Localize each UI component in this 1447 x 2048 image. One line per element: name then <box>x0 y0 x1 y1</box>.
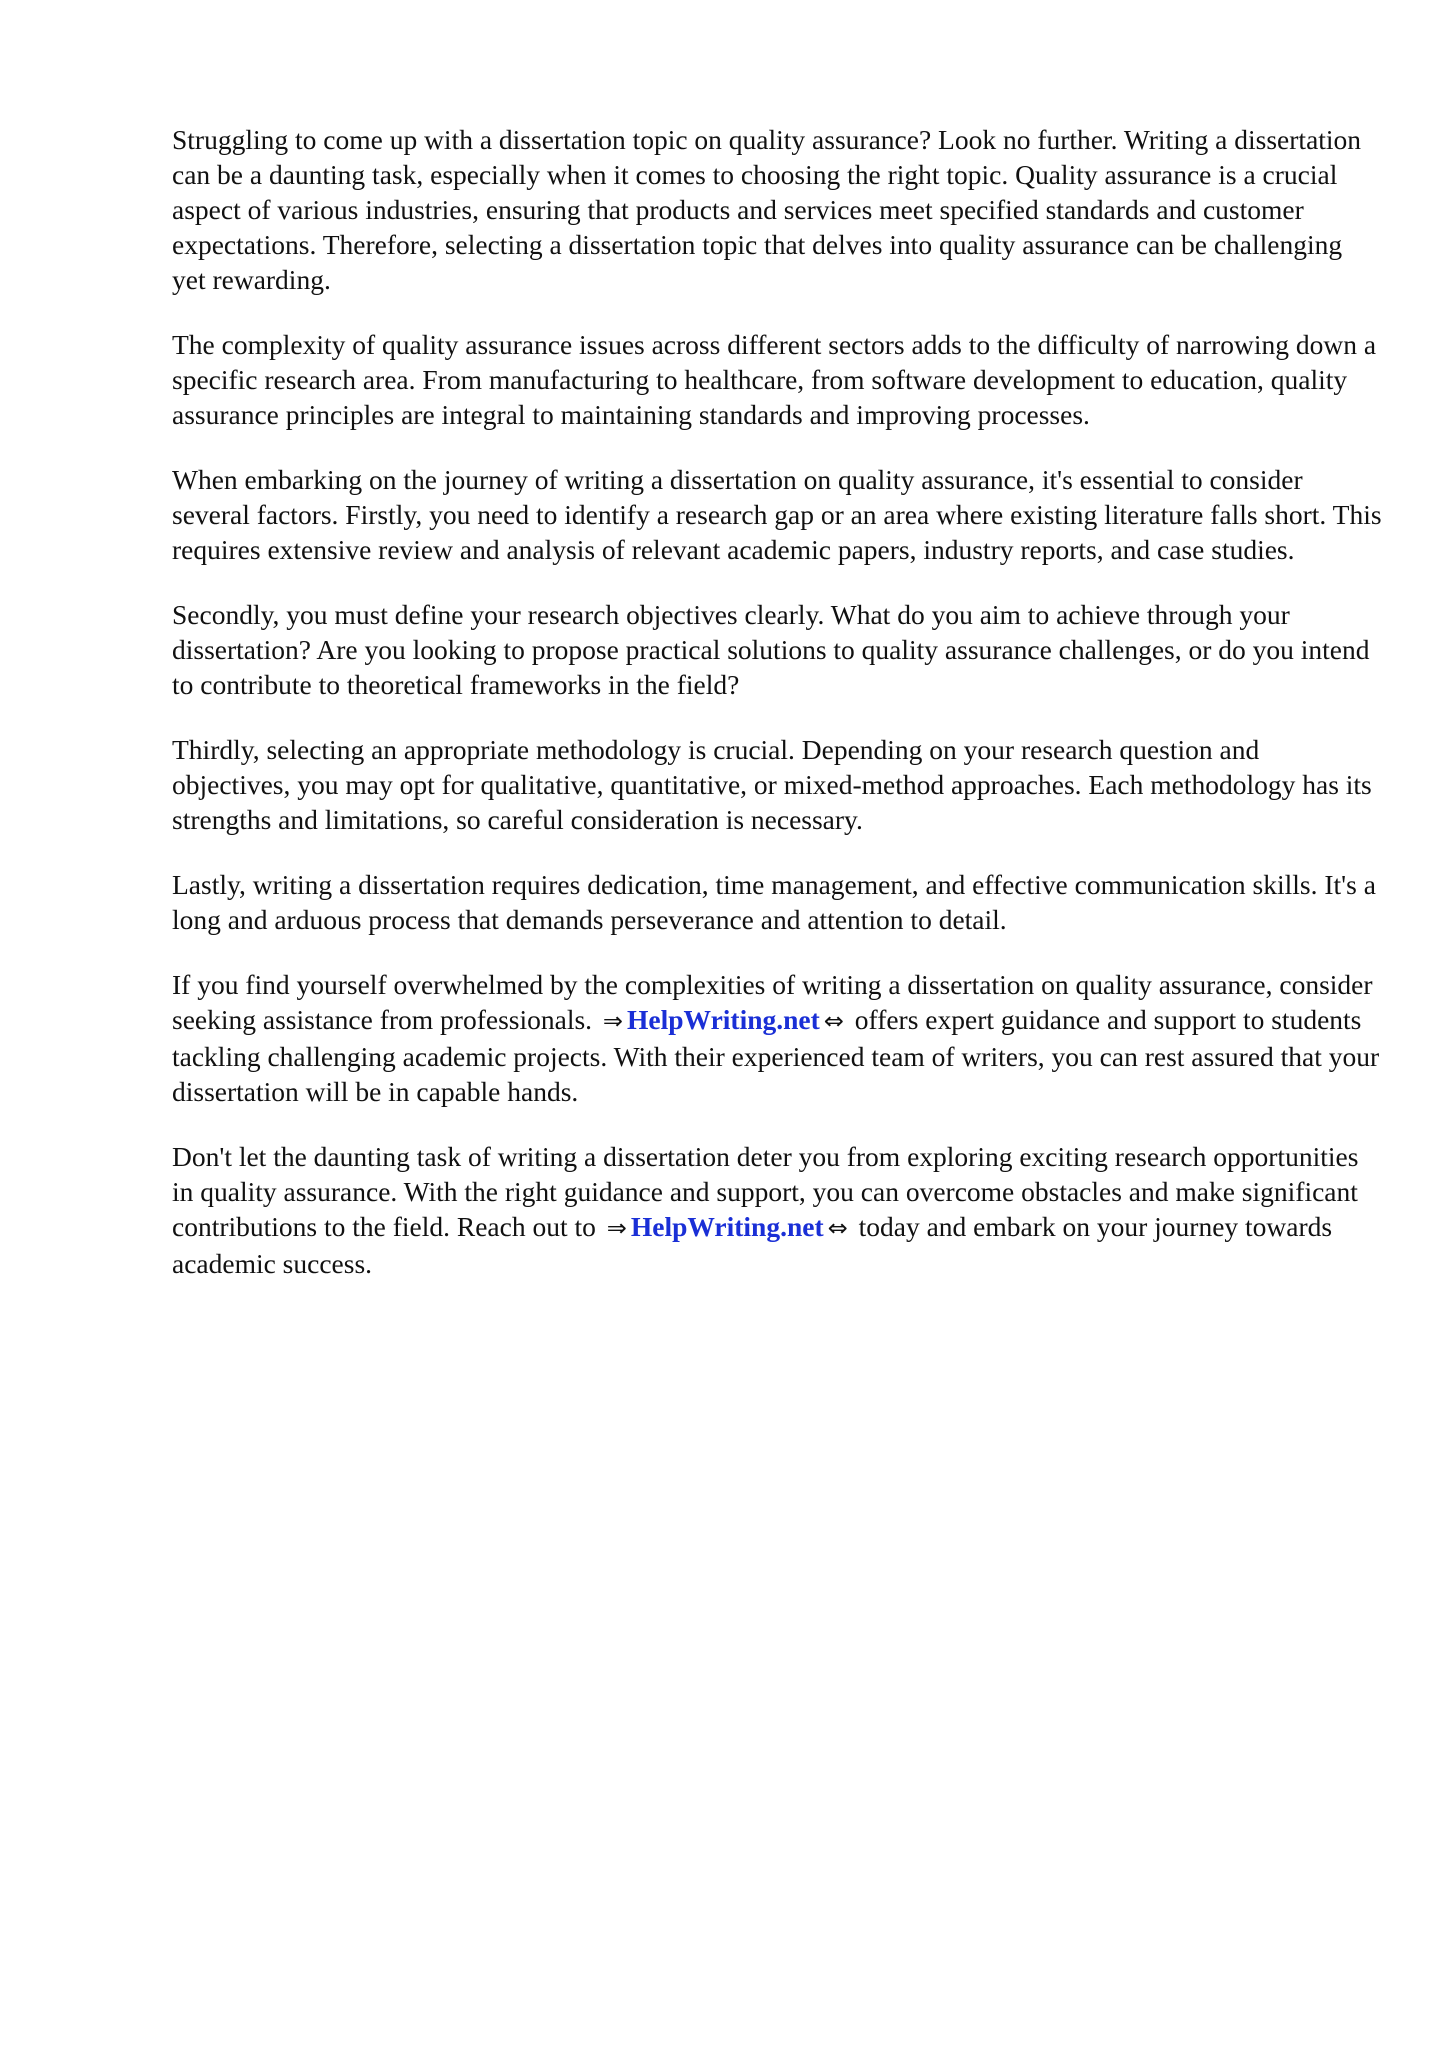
helpwriting-link[interactable]: HelpWriting.net <box>630 1211 824 1242</box>
right-double-arrow-icon: ⇒ <box>602 1007 624 1035</box>
paragraph-factors: When embarking on the journey of writing a dissertation on quality assurance, it's essential to consider several factors. Firstly, you need to identify a research gap or an area where existing literature falls short. This requires extensive review and analysis of relevant academic papers, industry reports, and case studies. <box>172 464 1382 565</box>
document-body <box>172 122 1382 1311</box>
paragraph-dedication: Lastly, writing a dissertation requires dedication, time management, and effective communication skills. It's a long and arduous process that demands perseverance and attention to detail. <box>172 869 1376 935</box>
paragraph-complexity: The complexity of quality assurance issues across different sectors adds to the difficulty of narrowing down a specific research area. From manufacturing to healthcare, from software development to education, quality assurance principles are integral to maintaining standards and improving processes. <box>172 329 1377 430</box>
paragraph-objectives: Secondly, you must define your research objectives clearly. What do you aim to achieve through your dissertation? Are you looking to propose practical solutions to quality assurance challenges, or do you intend to contribute to theoretical frameworks in the field? <box>172 599 1370 700</box>
paragraph-assistance <box>172 967 1382 1109</box>
assistance-text-before: If you find yourself overwhelmed by the complexities of writing a dissertation on quality assurance, consider seeking assistance from professionals. <box>172 969 1373 1035</box>
paragraph-closing <box>172 1139 1382 1281</box>
helpwriting-link[interactable]: HelpWriting.net <box>627 1004 820 1035</box>
right-double-arrow-icon: ⇒ <box>606 1214 627 1242</box>
closing-text-after: today and embark on your journey towards academic success. <box>172 1211 1333 1279</box>
left-right-double-arrow-icon: ⇔ <box>827 1214 848 1242</box>
assistance-text-after: offers expert guidance and support to students tackling challenging academic projects. With their experienced team of writers, you can rest assured that your dissertation will be in capable hands. <box>172 1004 1380 1107</box>
left-right-double-arrow-icon: ⇔ <box>823 1007 844 1035</box>
paragraph-intro: Struggling to come up with a dissertation topic on quality assurance? Look no further. Writing a dissertation can be a daunting task, especially when it comes to choosing the right topic. Quality assurance is a crucial aspect of various industries, ensuring that products and services meet specified standards and customer expectations. Therefore, selecting a dissertation topic that delves into quality assurance can be challenging yet rewarding. <box>172 124 1362 295</box>
closing-text-before: Don't let the daunting task of writing a dissertation deter you from exploring exciting research opportunities in quality assurance. With the right guidance and support, you can overcome obstacles and make significant contributions to the field. Reach out to <box>172 1141 1359 1242</box>
paragraph-methodology: Thirdly, selecting an appropriate methodology is crucial. Depending on your research question and objectives, you may opt for qualitative, quantitative, or mixed-method approaches. Each methodology has its strengths and limitations, so careful consideration is necessary. <box>172 734 1372 835</box>
